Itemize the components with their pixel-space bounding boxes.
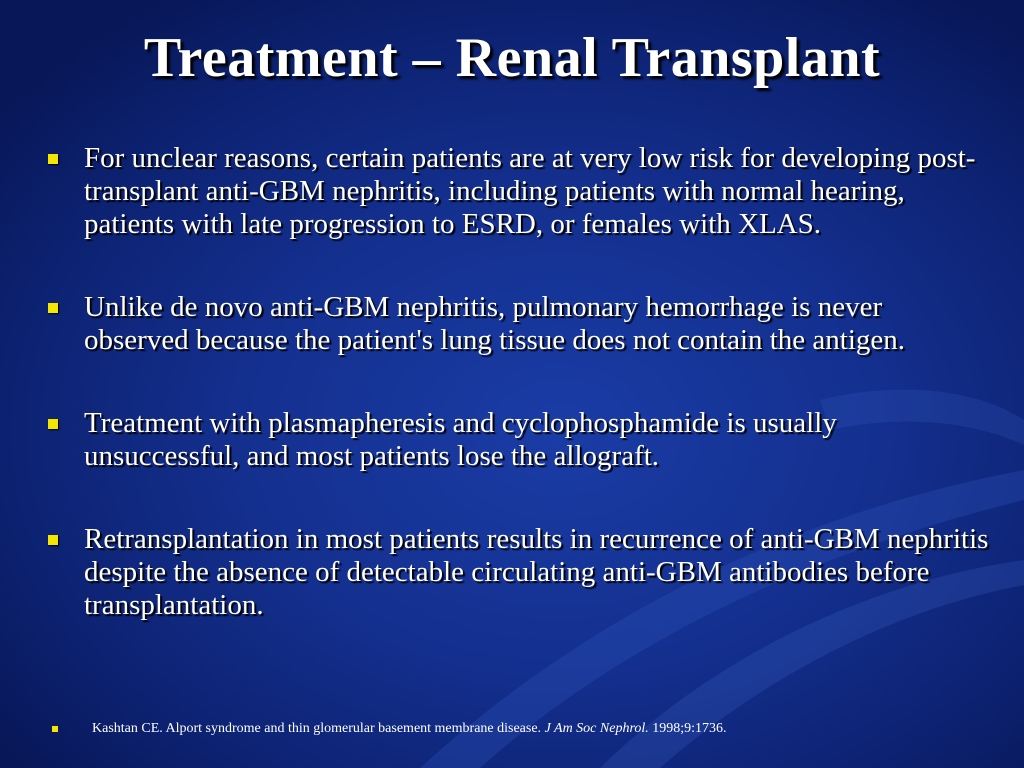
square-bullet-icon [48, 419, 58, 429]
slide-title: Treatment – Renal Transplant [143, 27, 881, 89]
bullet-text: For unclear reasons, certain patients are at very low risk for developing post-transplant anti-GBM nephritis, including patients with normal hearing, patients with late progression to ESRD, or females with XLAS. [84, 142, 976, 240]
bullet-text: Retransplantation in most patients results in recurrence of anti-GBM nephritis despite the absence of detectable circulating anti-GBM antibodies before transplantation. [84, 523, 989, 621]
square-bullet-icon [48, 535, 58, 545]
reference-journal: J Am Soc Nephrol. [544, 721, 649, 736]
bullet-item [44, 291, 994, 357]
reference-volume: 1998;9:1736. [652, 721, 727, 736]
bullet-text: Unlike de novo anti-GBM nephritis, pulmonary hemorrhage is never observed because the patient's lung tissue does not contain the antigen. [84, 291, 906, 356]
bullet-text: Treatment with plasmapheresis and cyclophosphamide is usually unsuccessful, and most patients lose the allograft. [84, 407, 837, 472]
square-bullet-icon [48, 303, 58, 313]
bullet-list [44, 142, 994, 672]
square-bullet-icon [48, 154, 58, 164]
bullet-item [44, 523, 994, 622]
square-bullet-icon [52, 726, 58, 732]
reference-text [92, 721, 727, 736]
reference-citation [52, 720, 727, 738]
bullet-item [44, 142, 994, 241]
reference-authors-title: Kashtan CE. Alport syndrome and thin glomerular basement membrane disease. [92, 721, 542, 736]
bullet-item [44, 407, 994, 473]
